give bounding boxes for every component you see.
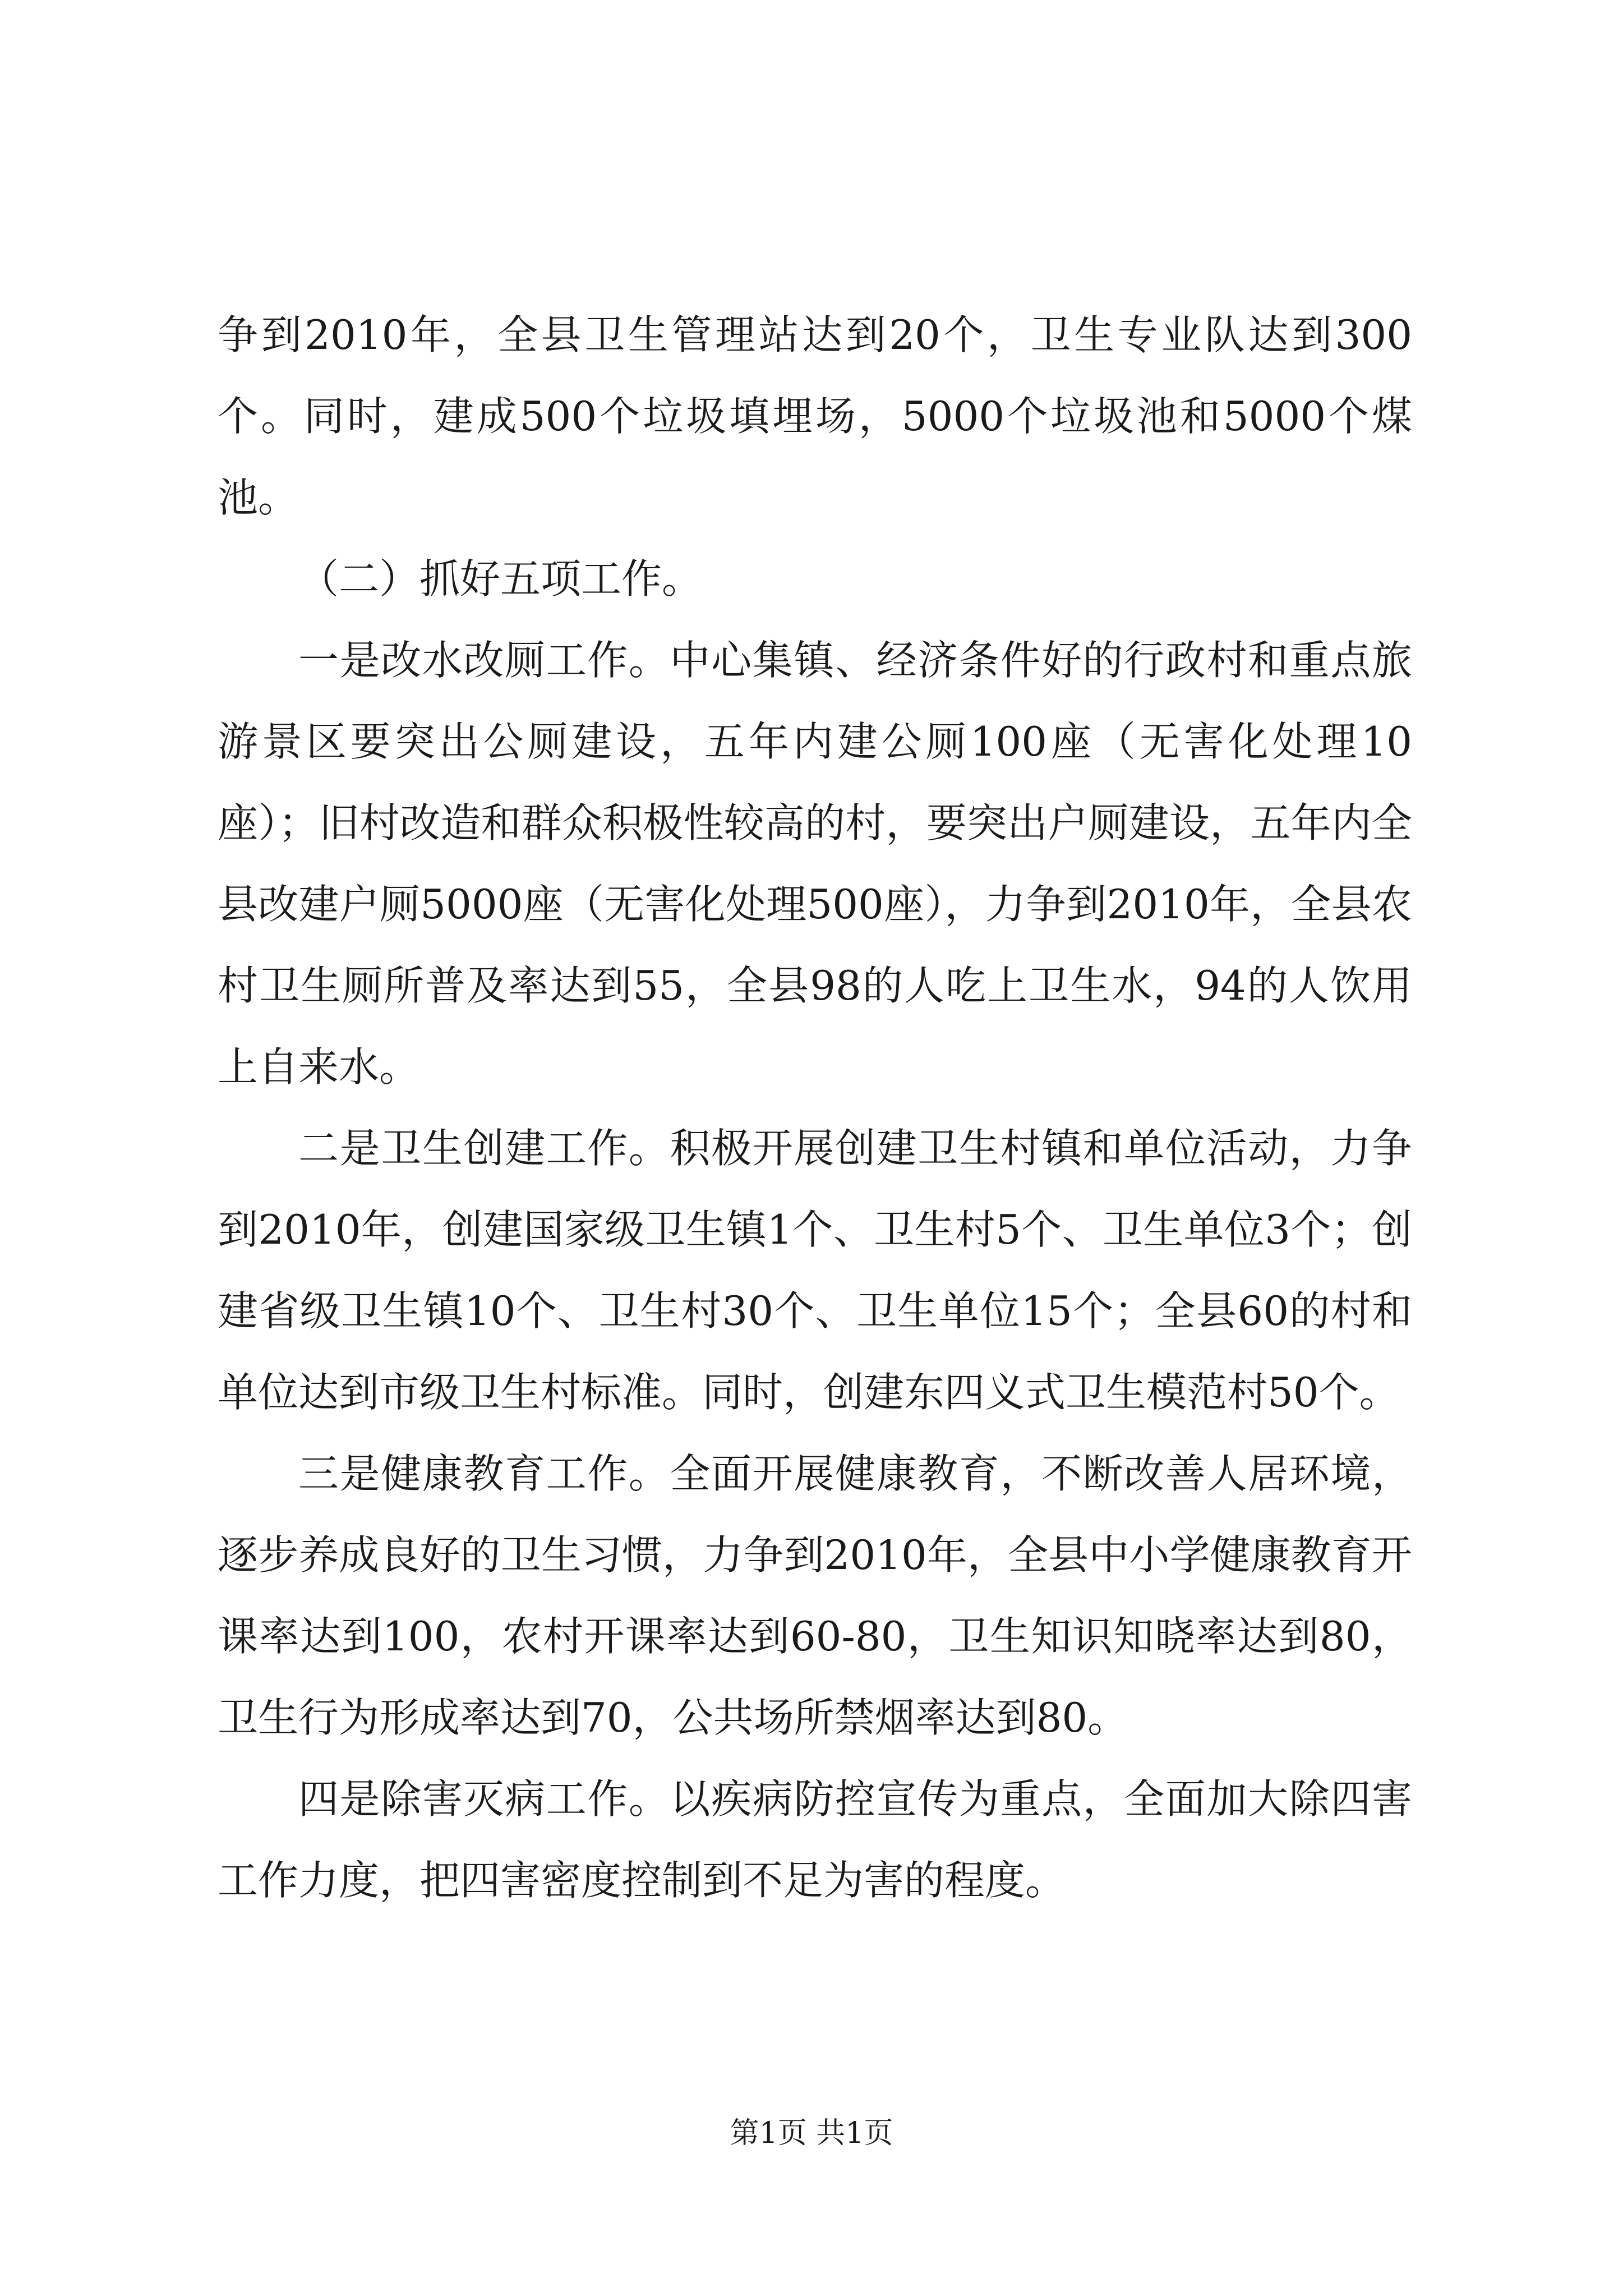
paragraph-sanitation-creation: 二是卫生创建工作。积极开展创建卫生村镇和单位活动，力争到2010年，创建国家级卫生镇1个、卫生村5个、卫生单位3个；创建省级卫生镇10个、卫生村30个、卫生单位15个；全县60的村和单位达到市级卫生村标准。同时，创建东四义式卫生模范村50个。	[218, 1125, 1412, 1416]
paragraph-section-heading: （二）抓好五项工作。	[298, 555, 703, 602]
document-body	[218, 295, 1412, 1921]
paragraph-health-education: 三是健康教育工作。全面开展健康教育，不断改善人居环境，逐步养成良好的卫生习惯，力争到2010年，全县中小学健康教育开课率达到100，农村开课率达到60-80，卫生知识知晓率达到80，卫生行为形成率达到70，公共场所禁烟率达到80。	[218, 1450, 1412, 1741]
paragraph-intro: 争到2010年，全县卫生管理站达到20个，卫生专业队达到300个。同时，建成500个垃圾填埋场，5000个垃圾池和5000个煤池。	[218, 311, 1412, 521]
paragraph-pest-control: 四是除害灭病工作。以疾病防控宣传为重点，全面加大除四害工作力度，把四害密度控制到不足为害的程度。	[218, 1775, 1412, 1904]
page-footer: 第1页 共1页	[730, 2116, 893, 2150]
paragraph-water-toilet: 一是改水改厕工作。中心集镇、经济条件好的行政村和重点旅游景区要突出公厕建设，五年内建公厕100座（无害化处理10座）；旧村改造和群众积极性较高的村，要突出户厕建设，五年内全县改建户厕5000座（无害化处理500座），力争到2010年，全县农村卫生厕所普及率达到55，全县98的人吃上卫生水，94的人饮用上自来水。	[218, 637, 1412, 1091]
